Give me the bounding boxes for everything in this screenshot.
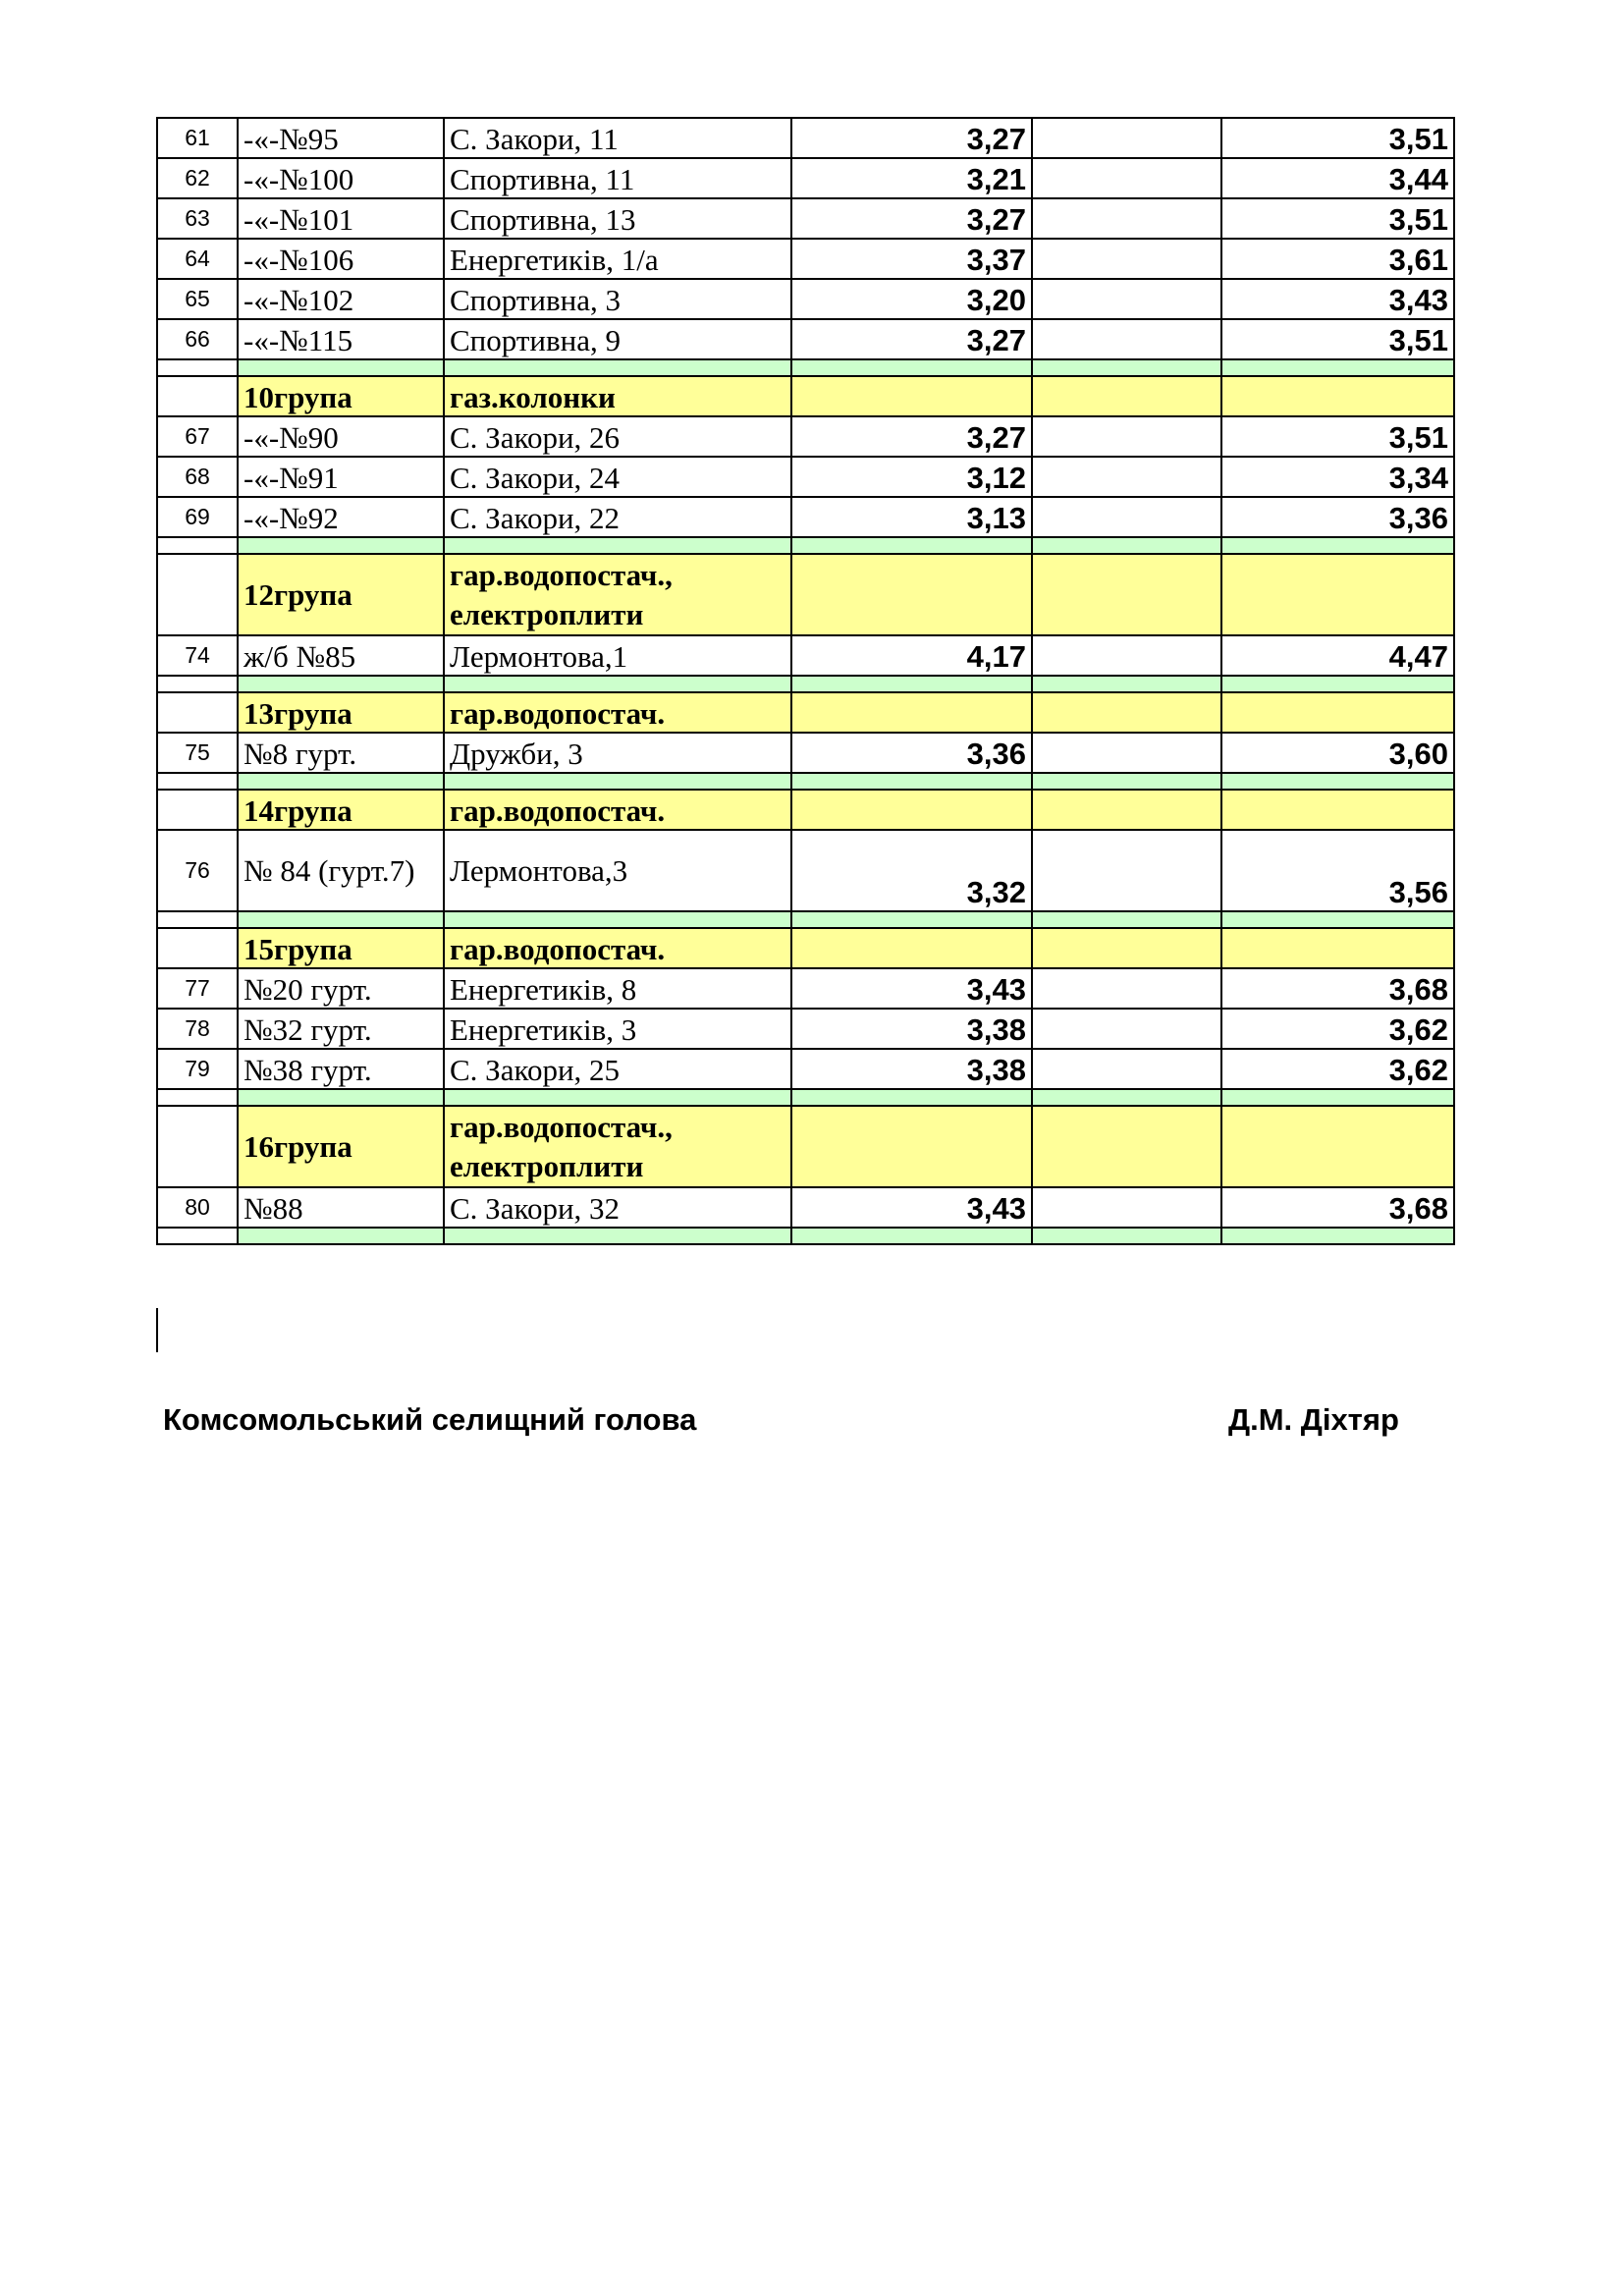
empty-cell (1032, 279, 1221, 319)
row-number: 64 (157, 239, 238, 279)
group-name: 10група (238, 376, 444, 416)
tariff-value-1: 3,37 (791, 239, 1032, 279)
tariff-value-2: 3,51 (1221, 118, 1454, 158)
building-name: №20 гурт. (238, 968, 444, 1009)
empty-cell (1032, 635, 1221, 676)
signature-name: Д.М. Діхтяр (1228, 1402, 1399, 1437)
row-number: 69 (157, 497, 238, 537)
separator-cell (157, 537, 238, 554)
tariff-value-1: 3,38 (791, 1049, 1032, 1089)
group-description: гар.водопостач. (444, 928, 791, 968)
row-number: 62 (157, 158, 238, 198)
row-number: 80 (157, 1187, 238, 1228)
building-name: -«-№92 (238, 497, 444, 537)
group-empty-cell (1221, 376, 1454, 416)
table-row (157, 1049, 1454, 1089)
separator-cell (791, 1228, 1032, 1244)
tariff-value-1: 3,12 (791, 457, 1032, 497)
separator-cell (444, 676, 791, 692)
group-header-row (157, 790, 1454, 830)
group-description: гар.водопостач., електроплити (444, 554, 791, 635)
separator-row (157, 537, 1454, 554)
group-empty-cell (1221, 692, 1454, 733)
group-description: гар.водопостач. (444, 790, 791, 830)
separator-row (157, 1089, 1454, 1106)
address: Спортивна, 11 (444, 158, 791, 198)
tariff-value-2: 3,60 (1221, 733, 1454, 773)
separator-cell (444, 1089, 791, 1106)
separator-cell (791, 676, 1032, 692)
separator-cell (157, 1089, 238, 1106)
separator-cell (1032, 537, 1221, 554)
table-row (157, 635, 1454, 676)
empty-cell (1032, 1049, 1221, 1089)
group-header-row (157, 928, 1454, 968)
row-number: 67 (157, 416, 238, 457)
building-name: №38 гурт. (238, 1049, 444, 1089)
table-row (157, 319, 1454, 359)
group-empty-cell (1221, 790, 1454, 830)
table-row (157, 198, 1454, 239)
row-number: 68 (157, 457, 238, 497)
tariff-value-1: 3,36 (791, 733, 1032, 773)
address: Дружби, 3 (444, 733, 791, 773)
separator-cell (1032, 676, 1221, 692)
address: Спортивна, 13 (444, 198, 791, 239)
separator-cell (444, 911, 791, 928)
separator-row (157, 359, 1454, 376)
table-row (157, 497, 1454, 537)
table-row (157, 416, 1454, 457)
empty-cell (1032, 198, 1221, 239)
separator-cell (1221, 1228, 1454, 1244)
group-description: газ.колонки (444, 376, 791, 416)
separator-row (157, 773, 1454, 790)
address: Енергетиків, 3 (444, 1009, 791, 1049)
address: Лермонтова,3 (444, 830, 791, 911)
tariff-value-1: 3,20 (791, 279, 1032, 319)
group-header-row (157, 376, 1454, 416)
tariff-value-1: 3,32 (791, 830, 1032, 911)
tariff-value-1: 3,27 (791, 118, 1032, 158)
table-row (157, 279, 1454, 319)
separator-cell (1032, 911, 1221, 928)
separator-cell (1032, 1089, 1221, 1106)
separator-cell (1221, 676, 1454, 692)
separator-cell (157, 1228, 238, 1244)
row-number: 77 (157, 968, 238, 1009)
address: Енергетиків, 1/а (444, 239, 791, 279)
address: С. Закори, 22 (444, 497, 791, 537)
building-name: -«-№91 (238, 457, 444, 497)
tariff-value-2: 3,62 (1221, 1049, 1454, 1089)
group-empty-cell (157, 1106, 238, 1187)
building-name: № 84 (гурт.7) (238, 830, 444, 911)
separator-cell (444, 359, 791, 376)
group-empty-cell (1032, 1106, 1221, 1187)
building-name: №8 гурт. (238, 733, 444, 773)
building-name: -«-№102 (238, 279, 444, 319)
empty-cell (1032, 239, 1221, 279)
empty-cell (1032, 118, 1221, 158)
table-row (157, 733, 1454, 773)
tariff-value-1: 3,43 (791, 1187, 1032, 1228)
tariff-value-2: 3,62 (1221, 1009, 1454, 1049)
separator-row (157, 911, 1454, 928)
separator-cell (1032, 773, 1221, 790)
separator-cell (157, 773, 238, 790)
separator-cell (157, 359, 238, 376)
group-header-row (157, 1106, 1454, 1187)
empty-cell (1032, 1187, 1221, 1228)
tariff-value-2: 3,68 (1221, 1187, 1454, 1228)
group-empty-cell (1221, 1106, 1454, 1187)
group-empty-cell (1032, 554, 1221, 635)
building-name: №88 (238, 1187, 444, 1228)
group-empty-cell (1032, 692, 1221, 733)
group-empty-cell (791, 692, 1032, 733)
building-name: ж/б №85 (238, 635, 444, 676)
group-empty-cell (1221, 554, 1454, 635)
separator-cell (1032, 1228, 1221, 1244)
address: Енергетиків, 8 (444, 968, 791, 1009)
row-number: 65 (157, 279, 238, 319)
tariff-table (156, 117, 1455, 1245)
separator-cell (157, 676, 238, 692)
tariff-table-body (157, 118, 1454, 1244)
row-number: 74 (157, 635, 238, 676)
separator-cell (1221, 359, 1454, 376)
row-number: 76 (157, 830, 238, 911)
table-row (157, 968, 1454, 1009)
address: Спортивна, 3 (444, 279, 791, 319)
group-empty-cell (791, 928, 1032, 968)
separator-cell (157, 911, 238, 928)
empty-cell (1032, 830, 1221, 911)
table-row (157, 239, 1454, 279)
group-empty-cell (791, 554, 1032, 635)
separator-cell (238, 537, 444, 554)
separator-cell (238, 911, 444, 928)
group-name: 13група (238, 692, 444, 733)
group-header-row (157, 554, 1454, 635)
tariff-value-1: 3,21 (791, 158, 1032, 198)
separator-cell (1032, 359, 1221, 376)
separator-cell (1221, 773, 1454, 790)
tariff-value-2: 3,61 (1221, 239, 1454, 279)
table-border-stub (156, 1308, 158, 1352)
separator-cell (444, 1228, 791, 1244)
tariff-value-2: 3,34 (1221, 457, 1454, 497)
separator-cell (238, 1228, 444, 1244)
tariff-value-2: 3,56 (1221, 830, 1454, 911)
tariff-value-1: 4,17 (791, 635, 1032, 676)
tariff-value-1: 3,43 (791, 968, 1032, 1009)
building-name: -«-№101 (238, 198, 444, 239)
table-row (157, 1009, 1454, 1049)
address: С. Закори, 25 (444, 1049, 791, 1089)
group-name: 16група (238, 1106, 444, 1187)
address: Спортивна, 9 (444, 319, 791, 359)
tariff-value-2: 3,43 (1221, 279, 1454, 319)
group-empty-cell (157, 376, 238, 416)
empty-cell (1032, 497, 1221, 537)
tariff-value-2: 3,44 (1221, 158, 1454, 198)
group-empty-cell (1032, 790, 1221, 830)
separator-cell (791, 1089, 1032, 1106)
group-empty-cell (1032, 376, 1221, 416)
group-empty-cell (157, 790, 238, 830)
group-empty-cell (157, 928, 238, 968)
separator-cell (791, 911, 1032, 928)
table-row (157, 1187, 1454, 1228)
building-name: -«-№100 (238, 158, 444, 198)
empty-cell (1032, 1009, 1221, 1049)
separator-cell (444, 537, 791, 554)
table-row (157, 118, 1454, 158)
group-name: 12група (238, 554, 444, 635)
building-name: -«-№115 (238, 319, 444, 359)
empty-cell (1032, 457, 1221, 497)
tariff-value-1: 3,27 (791, 198, 1032, 239)
separator-cell (791, 773, 1032, 790)
tariff-value-1: 3,13 (791, 497, 1032, 537)
tariff-value-1: 3,38 (791, 1009, 1032, 1049)
group-description: гар.водопостач., електроплити (444, 1106, 791, 1187)
group-name: 15група (238, 928, 444, 968)
address: С. Закори, 24 (444, 457, 791, 497)
empty-cell (1032, 416, 1221, 457)
address: С. Закори, 32 (444, 1187, 791, 1228)
tariff-value-2: 3,51 (1221, 319, 1454, 359)
tariff-value-2: 3,51 (1221, 198, 1454, 239)
group-empty-cell (157, 692, 238, 733)
separator-cell (238, 359, 444, 376)
separator-cell (238, 1089, 444, 1106)
separator-cell (1221, 1089, 1454, 1106)
address: С. Закори, 26 (444, 416, 791, 457)
separator-cell (791, 537, 1032, 554)
group-empty-cell (1032, 928, 1221, 968)
empty-cell (1032, 158, 1221, 198)
row-number: 75 (157, 733, 238, 773)
group-empty-cell (791, 790, 1032, 830)
empty-cell (1032, 733, 1221, 773)
row-number: 61 (157, 118, 238, 158)
separator-cell (1221, 911, 1454, 928)
tariff-value-2: 4,47 (1221, 635, 1454, 676)
address: С. Закори, 11 (444, 118, 791, 158)
row-number: 79 (157, 1049, 238, 1089)
separator-cell (238, 773, 444, 790)
separator-row (157, 1228, 1454, 1244)
row-number: 78 (157, 1009, 238, 1049)
separator-cell (444, 773, 791, 790)
group-empty-cell (791, 1106, 1032, 1187)
tariff-value-2: 3,36 (1221, 497, 1454, 537)
signature-title: Комсомольський селищний голова (163, 1402, 697, 1437)
table-row (157, 457, 1454, 497)
group-name: 14група (238, 790, 444, 830)
group-empty-cell (1221, 928, 1454, 968)
group-header-row (157, 692, 1454, 733)
group-empty-cell (791, 376, 1032, 416)
building-name: -«-№90 (238, 416, 444, 457)
tariff-value-2: 3,51 (1221, 416, 1454, 457)
table-row (157, 158, 1454, 198)
separator-cell (238, 676, 444, 692)
group-empty-cell (157, 554, 238, 635)
group-description: гар.водопостач. (444, 692, 791, 733)
building-name: -«-№106 (238, 239, 444, 279)
building-name: -«-№95 (238, 118, 444, 158)
building-name: №32 гурт. (238, 1009, 444, 1049)
table-row (157, 830, 1454, 911)
tariff-table-sheet (156, 117, 1455, 1245)
empty-cell (1032, 319, 1221, 359)
address: Лермонтова,1 (444, 635, 791, 676)
separator-cell (791, 359, 1032, 376)
tariff-value-1: 3,27 (791, 416, 1032, 457)
row-number: 63 (157, 198, 238, 239)
empty-cell (1032, 968, 1221, 1009)
tariff-value-1: 3,27 (791, 319, 1032, 359)
tariff-value-2: 3,68 (1221, 968, 1454, 1009)
separator-row (157, 676, 1454, 692)
separator-cell (1221, 537, 1454, 554)
row-number: 66 (157, 319, 238, 359)
